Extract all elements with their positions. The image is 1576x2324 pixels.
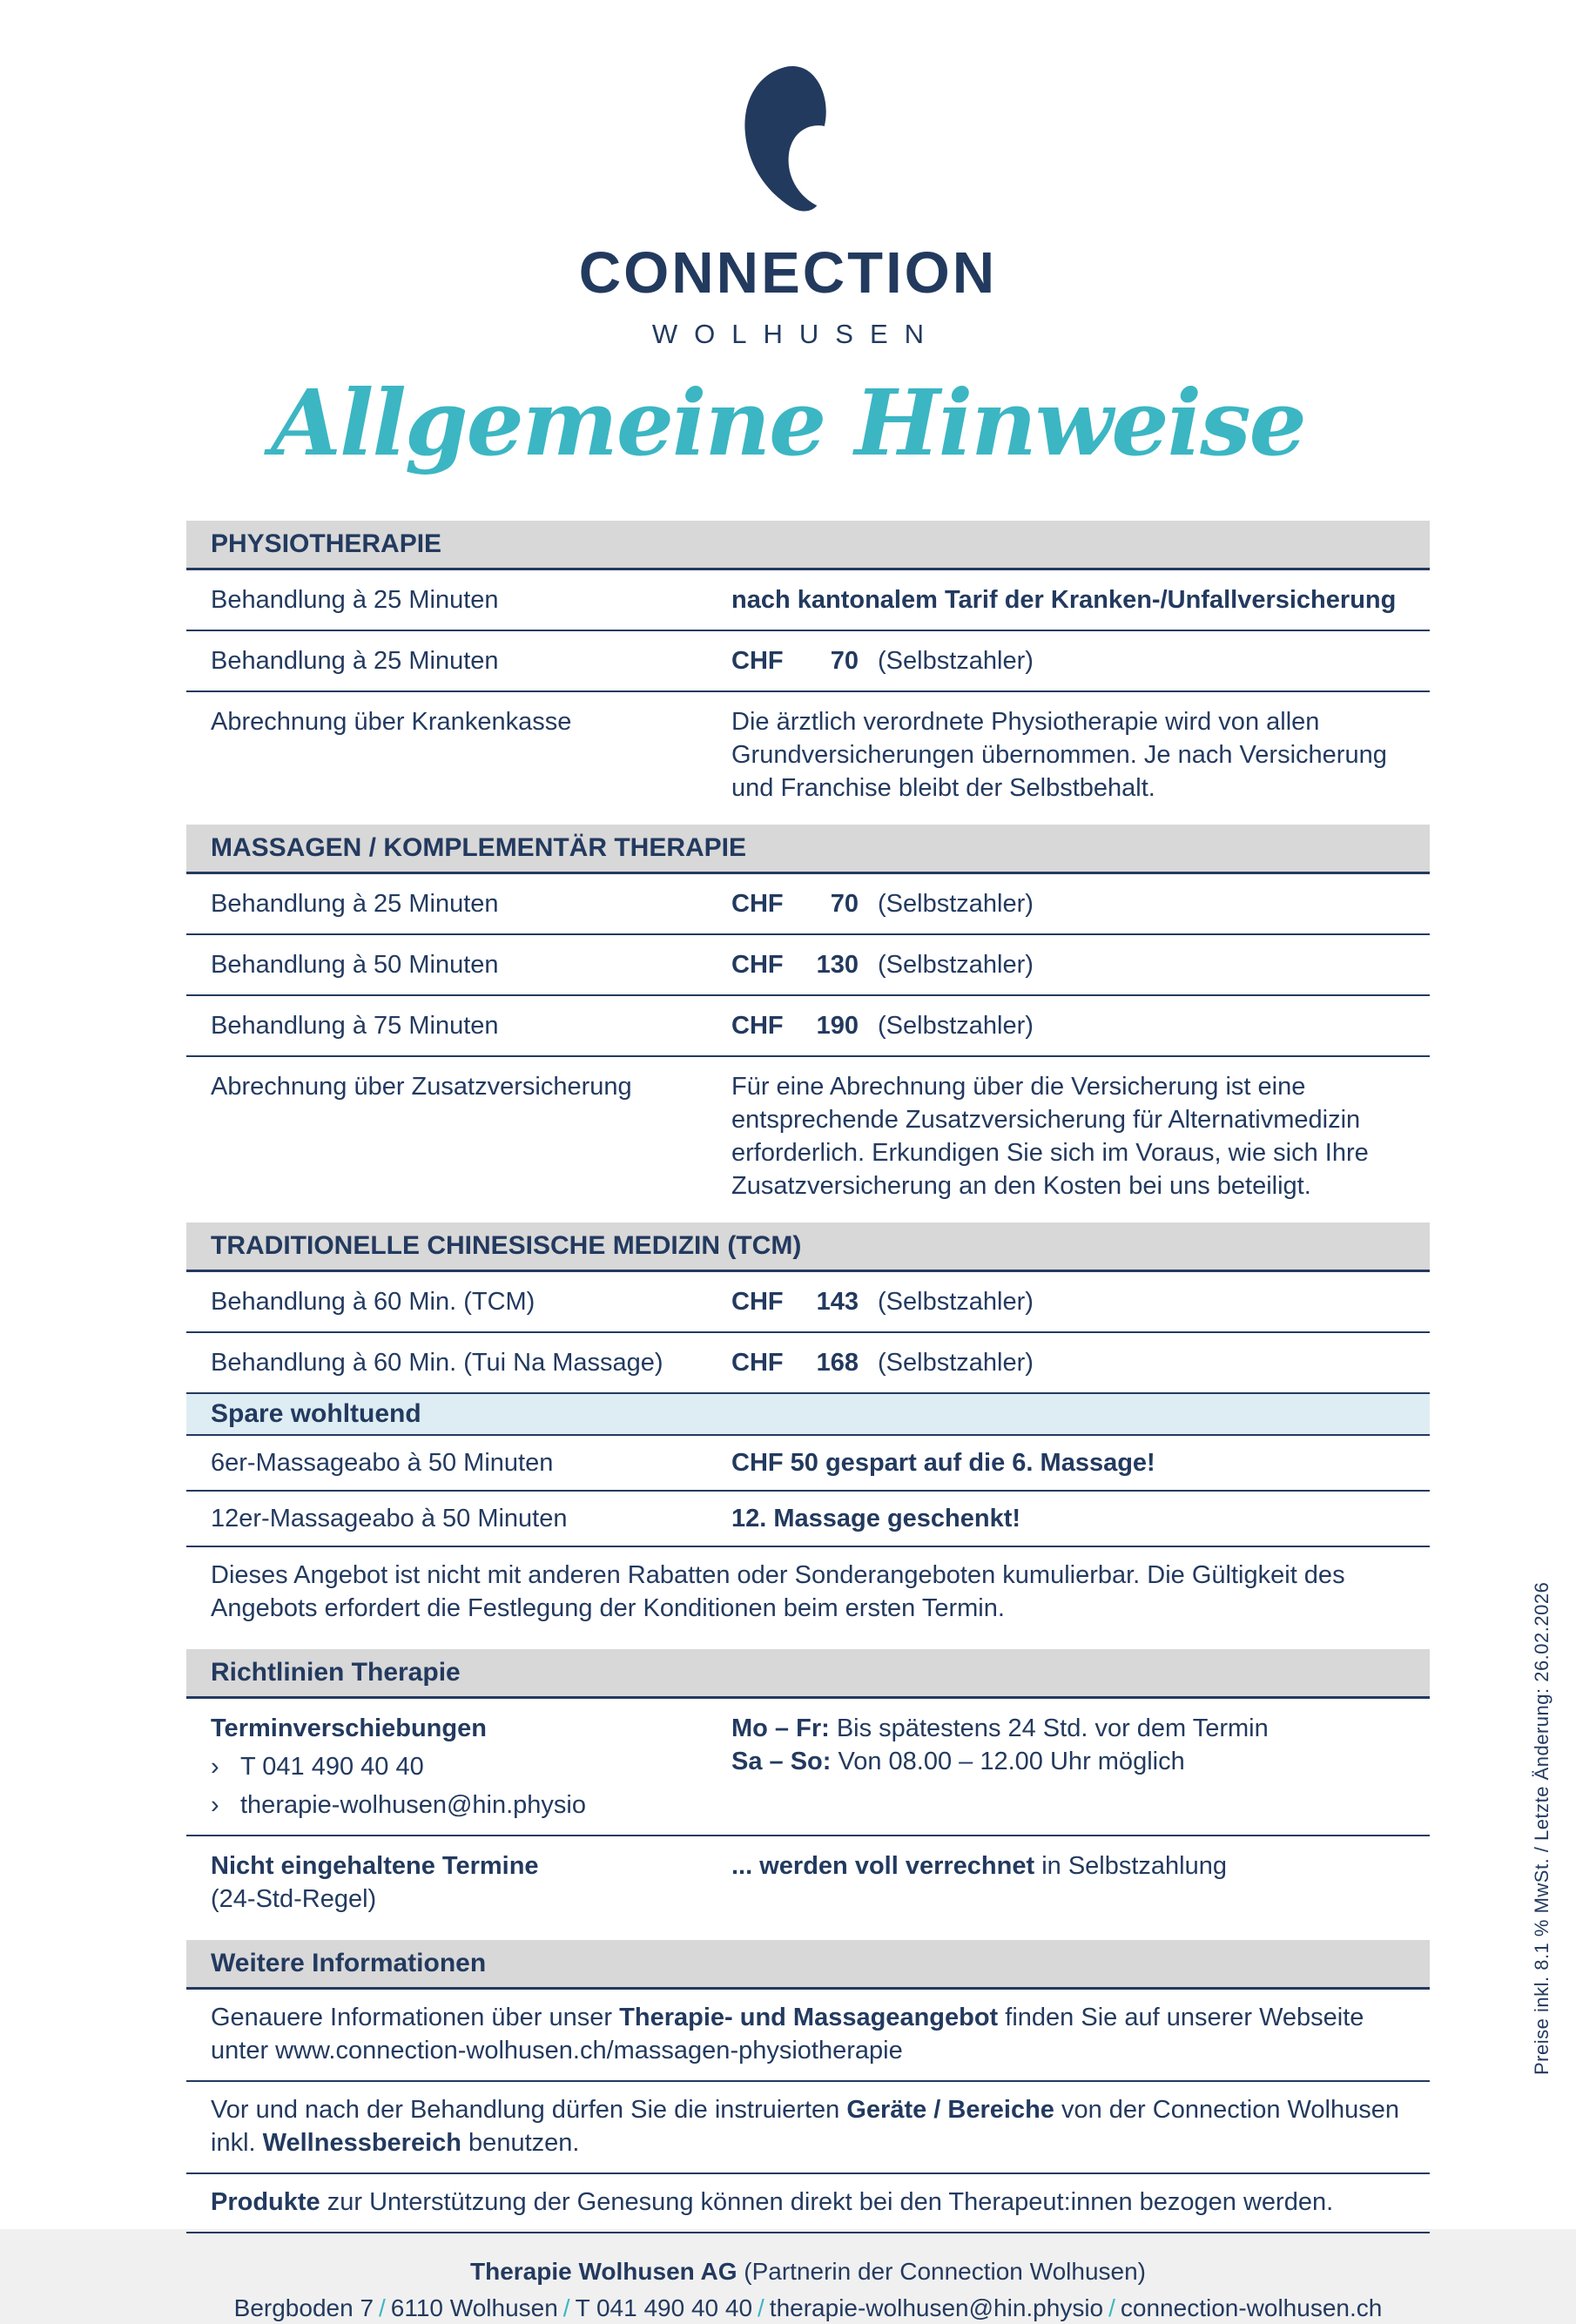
tcm-section <box>186 1223 1430 1394</box>
termin-hours-weekend <box>731 1745 1421 1778</box>
section-header-weitere: Weitere Informationen <box>186 1940 1430 1990</box>
info-text: benutzen. <box>461 2129 580 2157</box>
missed-title: Nicht eingehaltene Termine <box>211 1852 539 1880</box>
info-text-bold: Wellnessbereich <box>262 2129 461 2157</box>
row-value <box>731 887 1421 920</box>
info-text: Vor und nach der Behandlung dürfen Sie die instruierten <box>211 2096 847 2124</box>
richtlinien-section <box>186 1649 1430 1929</box>
price-note: (Selbstzahler) <box>878 951 1034 979</box>
price-currency: CHF <box>731 951 784 979</box>
price-value: 143 <box>816 1288 859 1316</box>
footer-company: Therapie Wolhusen AG <box>470 2258 737 2285</box>
footer-partner: (Partnerin der Connection Wolhusen) <box>737 2258 1146 2285</box>
brand-header <box>0 61 1576 350</box>
slash-separator: / <box>758 2294 764 2321</box>
row-label: Behandlung à 25 Minuten <box>211 647 499 675</box>
spare-section <box>186 1394 1430 1638</box>
footer-email: therapie-wolhusen@hin.physio <box>769 2294 1104 2321</box>
termin-phone: T 041 490 40 40 <box>240 1753 424 1781</box>
info-text: von der Connection Wolhusen inkl. <box>211 2096 1399 2157</box>
table-row <box>186 996 1430 1057</box>
info-text-bold: Geräte / Bereiche <box>846 2096 1054 2124</box>
section-header-tcm: TRADITIONELLE CHINESISCHE MEDIZIN (TCM) <box>186 1223 1430 1272</box>
price-note: (Selbstzahler) <box>878 1349 1034 1377</box>
row-label: 12er-Massageabo à 50 Minuten <box>211 1505 568 1532</box>
footer-contact-line <box>186 2293 1430 2324</box>
price-value: 168 <box>816 1349 859 1377</box>
row-label: Behandlung à 25 Minuten <box>211 586 499 614</box>
table-row <box>186 631 1430 692</box>
info-text-bold: Produkte <box>211 2188 320 2216</box>
termin-email-line <box>211 1788 714 1822</box>
table-row <box>186 570 1430 631</box>
termin-email: therapie-wolhusen@hin.physio <box>240 1791 587 1819</box>
row-value <box>731 1712 1421 1822</box>
missed-text: in Selbstzahlung <box>1034 1852 1228 1880</box>
info-text-bold: Therapie- und Massageangebot <box>619 2004 999 2031</box>
hours-text: Von 08.00 – 12.00 Uhr möglich <box>831 1748 1185 1775</box>
missed-subtitle: (24-Std-Regel) <box>211 1885 377 1913</box>
footer-company-line <box>186 2256 1430 2287</box>
footer-phone: T 041 490 40 40 <box>575 2294 753 2321</box>
price-value: 130 <box>816 951 859 979</box>
row-label: Behandlung à 75 Minuten <box>211 1012 499 1040</box>
footer-city: 6110 Wolhusen <box>390 2294 558 2321</box>
row-label <box>211 1712 731 1822</box>
info-text: finden Sie auf unserer Webseite unter www.connection-wolhusen.ch/massagen-physiotherapie <box>211 2004 1364 2065</box>
price-note: (Selbstzahler) <box>878 1288 1034 1316</box>
section-header-massage: MASSAGEN / KOMPLEMENTÄR THERAPIE <box>186 825 1430 874</box>
table-row <box>186 935 1430 996</box>
slash-separator: / <box>1108 2294 1115 2321</box>
row-value <box>731 1346 1421 1379</box>
massage-section <box>186 825 1430 1216</box>
info-item <box>186 2082 1430 2174</box>
missed-bold: ... werden voll verrechnet <box>731 1852 1035 1880</box>
row-value <box>731 1285 1421 1318</box>
price-value: 70 <box>830 890 859 918</box>
chevron-right-icon: › <box>211 1791 219 1819</box>
weitere-section <box>186 1940 1430 2233</box>
table-row <box>186 1492 1430 1547</box>
row-label: Abrechnung über Krankenkasse <box>211 708 572 736</box>
row-value <box>731 644 1421 677</box>
table-row <box>186 874 1430 935</box>
section-header-richtlinien: Richtlinien Therapie <box>186 1649 1430 1699</box>
hours-text: Bis spätestens 24 Std. vor dem Termin <box>829 1714 1269 1742</box>
row-value <box>731 1849 1421 1916</box>
info-item <box>186 2174 1430 2233</box>
footer-website: connection-wolhusen.ch <box>1120 2294 1383 2321</box>
offer-note: Dieses Angebot ist nicht mit anderen Rabatten oder Sonderangeboten kumulierbar. Die Gültigkeit des Angebots erfordert die Festlegung der Konditionen beim ersten Termin. <box>211 1561 1345 1622</box>
info-text: Genauere Informationen über unser <box>211 2004 620 2031</box>
price-currency: CHF <box>731 1349 784 1377</box>
row-label: 6er-Massageabo à 50 Minuten <box>211 1449 554 1477</box>
row-value <box>731 948 1421 981</box>
table-row <box>186 1436 1430 1492</box>
row-value: 12. Massage geschenkt! <box>731 1505 1021 1532</box>
footer-address: Bergboden 7 <box>233 2294 374 2321</box>
info-text: zur Unterstützung der Genesung können direkt bei den Therapeut:innen bezogen werden. <box>320 2188 1334 2216</box>
subsection-header-spare: Spare wohltuend <box>186 1394 1430 1436</box>
brand-name: CONNECTION <box>578 240 998 306</box>
row-value: nach kantonalem Tarif der Kranken-/Unfallversicherung <box>731 586 1397 614</box>
price-note: (Selbstzahler) <box>878 647 1034 675</box>
row-value <box>731 1009 1421 1042</box>
termin-phone-line <box>211 1750 714 1783</box>
row-label: Behandlung à 60 Min. (Tui Na Massage) <box>211 1349 663 1377</box>
price-note: (Selbstzahler) <box>878 890 1034 918</box>
content-area <box>186 521 1430 2324</box>
row-paragraph: Die ärztlich verordnete Physiotherapie wird von allen Grundversicherungen übernommen. Je nach Versicherung und Franchise bleibt der Selbstbehalt. <box>731 708 1387 802</box>
physio-section <box>186 521 1430 818</box>
table-row <box>186 1333 1430 1394</box>
table-row <box>186 1699 1430 1836</box>
brand-subname: WOLHUSEN <box>651 319 941 349</box>
document-footer <box>186 2256 1430 2324</box>
termin-hours-weekday <box>731 1712 1421 1745</box>
price-currency: CHF <box>731 647 784 675</box>
row-label: Abrechnung über Zusatzversicherung <box>211 1073 632 1101</box>
price-value: 70 <box>830 647 859 675</box>
section-header-physio: PHYSIOTHERAPIE <box>186 521 1430 570</box>
row-label: Behandlung à 25 Minuten <box>211 890 499 918</box>
slash-separator: / <box>379 2294 386 2321</box>
price-currency: CHF <box>731 890 784 918</box>
table-row <box>186 1057 1430 1216</box>
row-label <box>211 1849 731 1916</box>
hours-label: Mo – Fr: <box>731 1714 830 1742</box>
page-title: Allgemeine Hinweise <box>271 369 1305 476</box>
connection-logo-icon <box>737 61 839 219</box>
table-row <box>186 1272 1430 1333</box>
hours-label: Sa – So: <box>731 1748 832 1775</box>
row-label: Behandlung à 60 Min. (TCM) <box>211 1288 535 1316</box>
termin-title: Terminverschiebungen <box>211 1714 487 1742</box>
row-paragraph: Für eine Abrechnung über die Versicherung ist eine entsprechende Zusatzversicherung für Alternativmedizin erforderlich. Erkundigen Sie sich im Voraus, wie sich Ihre Zusatzversicherung an den Kosten bei uns beteiligt. <box>731 1073 1369 1200</box>
price-note: (Selbstzahler) <box>878 1012 1034 1040</box>
side-note-vertical: Preise inkl. 8.1 % MwSt. / Letzte Änderung: 26.02.2026 <box>1531 1581 1552 2076</box>
price-currency: CHF <box>731 1288 784 1316</box>
table-row <box>186 692 1430 818</box>
price-currency: CHF <box>731 1012 784 1040</box>
row-value: CHF 50 gespart auf die 6. Massage! <box>731 1449 1155 1477</box>
row-label: Behandlung à 50 Minuten <box>211 951 499 979</box>
price-value: 190 <box>816 1012 859 1040</box>
slash-separator: / <box>562 2294 570 2321</box>
table-row <box>186 1836 1430 1929</box>
chevron-right-icon: › <box>211 1753 219 1781</box>
info-item <box>186 1990 1430 2082</box>
